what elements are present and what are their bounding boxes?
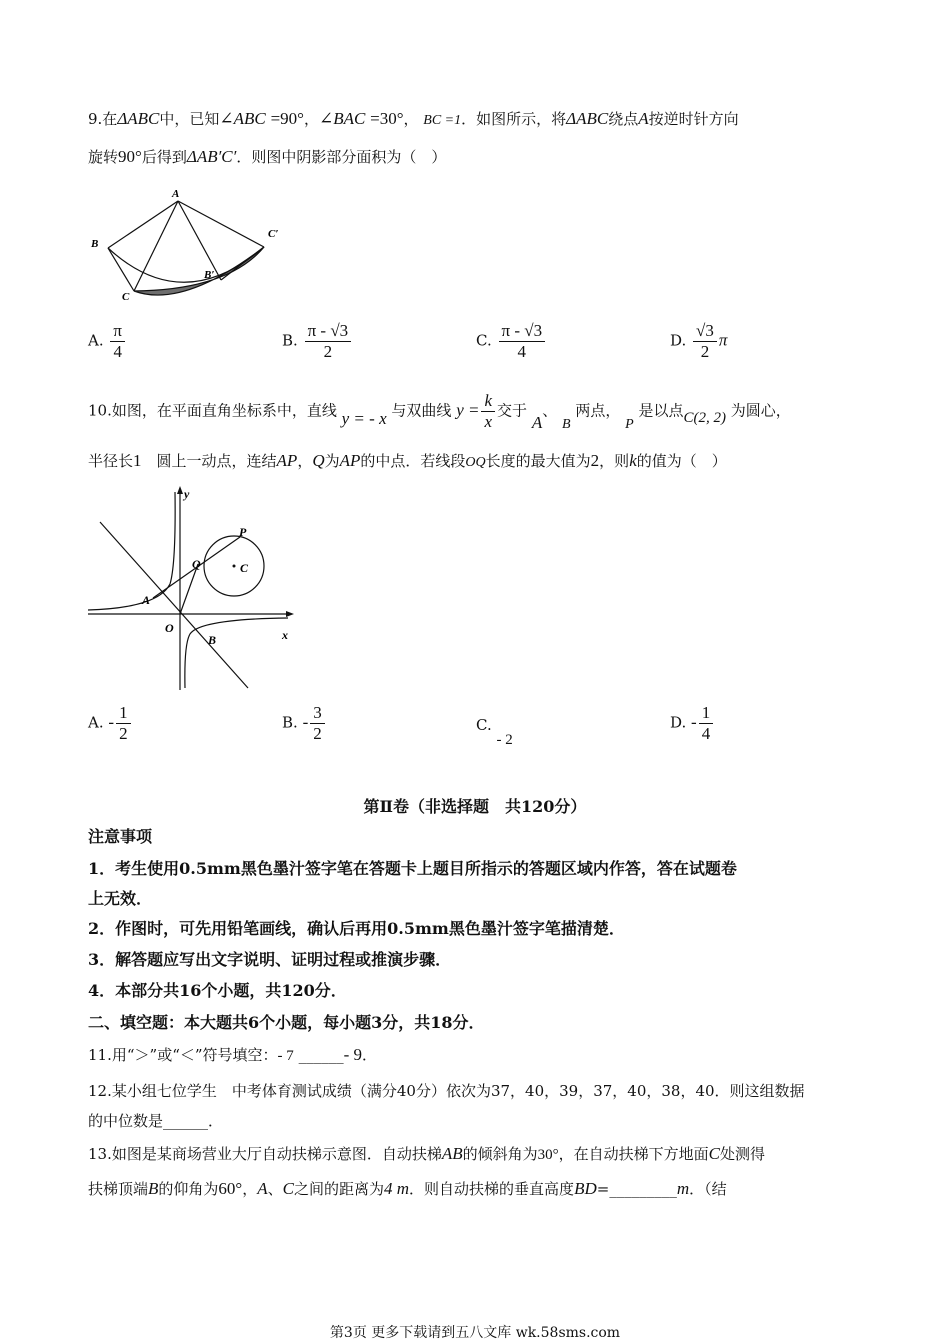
q9-math: =90°	[270, 109, 304, 128]
q10-line2	[88, 450, 727, 471]
q10-math: 2	[590, 451, 600, 470]
q9-line1	[88, 108, 739, 129]
option-letter: D.	[670, 331, 687, 350]
q13-text: =	[596, 1180, 610, 1198]
q10-math: y =	[456, 400, 480, 420]
q10-text: 10.如图，在平面直角坐标系中，直线	[88, 401, 337, 420]
q9-text: 中，已知	[159, 110, 220, 128]
q13-math: AB	[441, 1144, 463, 1163]
q9-option-c[interactable]	[476, 322, 547, 361]
note-item-1b: 上无效．	[88, 889, 153, 908]
q9-label-c: C	[122, 291, 130, 303]
q10-label-x: x	[282, 628, 288, 642]
option-sign: -	[108, 712, 115, 732]
section-title: 第Ⅱ卷（非选择题 共120分）	[363, 797, 587, 816]
q9-text: ，	[403, 110, 419, 128]
q9-text: 按逆时针方向	[648, 110, 739, 128]
option-sign: -	[302, 712, 309, 732]
q9-text: 后得到	[141, 148, 187, 166]
option-fraction	[693, 322, 717, 361]
option-letter: D.	[670, 713, 687, 732]
q10-text: 为圆心，	[730, 401, 791, 420]
q13-text: 、	[267, 1180, 283, 1198]
q11-answer-blank[interactable]: ______	[298, 1046, 344, 1064]
q10-figure	[88, 484, 298, 690]
q10-math: AP	[276, 451, 298, 470]
q9-math: ∠ABC	[219, 109, 266, 128]
q10-option-d[interactable]	[670, 704, 715, 743]
q10-text: 交于	[497, 401, 528, 420]
q9-text: ．则图中阴影部分面积为（ ）	[236, 148, 447, 166]
q10-label-p: P	[239, 525, 247, 539]
q9-line2	[88, 146, 446, 167]
q10-math: OQ	[465, 455, 486, 470]
q10-label-q: Q	[192, 557, 201, 571]
option-fraction	[116, 704, 131, 743]
q13-text: ．（结	[689, 1180, 727, 1198]
q10-y-arrow	[177, 486, 183, 494]
note-item-1a: 1．考生使用0.5mm黑色墨汁签字笔在答题卡上题目所指示的答题区域内作答，答在试题卷	[88, 859, 737, 878]
q10-option-c[interactable]	[476, 716, 513, 748]
q10-text: ，则	[599, 452, 630, 470]
q9-text: 绕点	[608, 110, 639, 128]
q13-text: 的倾斜角为	[462, 1145, 538, 1163]
q9-label-c1: C′	[268, 228, 278, 240]
q13-answer-blank[interactable]: _________	[609, 1180, 677, 1198]
q10-segment-oq	[180, 564, 198, 614]
q10-math: B	[562, 416, 571, 432]
q9-shaded-region	[134, 247, 264, 295]
q10-label-b: B	[208, 633, 217, 647]
q10-label-y: y	[184, 487, 190, 501]
q9-text: 旋转	[88, 148, 119, 166]
q10-math: y = - x	[341, 408, 387, 428]
fraction-numerator: π - √3	[499, 322, 546, 342]
note-item-4: 4．本部分共16个小题，共120分．	[88, 981, 347, 1000]
q10-text: 半径长	[88, 452, 134, 470]
fraction-numerator: √3	[693, 322, 717, 342]
q9-figure	[88, 185, 278, 305]
fraction-denominator: 4	[113, 342, 122, 361]
q13-text: ．则自动扶梯的垂直高度	[409, 1180, 575, 1198]
q13-math: m	[676, 1179, 690, 1198]
q10-text: 的值为（ ）	[636, 452, 727, 470]
q9-text: ，	[303, 110, 319, 128]
fraction-denominator: 4	[517, 342, 527, 361]
q10-text: 两点，	[575, 401, 621, 420]
q10-line1	[88, 392, 791, 431]
q13-math: A	[257, 1179, 268, 1198]
q9-segment-b1c1	[221, 247, 264, 280]
fraction-denominator: 2	[119, 724, 128, 743]
q11-text: ．	[361, 1046, 377, 1064]
q10-x-arrow	[286, 611, 294, 617]
q13-text: 之间的距离为	[294, 1180, 385, 1198]
q9-option-a[interactable]	[88, 322, 127, 361]
q13-math: 60°	[218, 1179, 243, 1198]
q13-text: 13.如图是某商场营业大厅自动扶梯示意图．自动扶梯	[88, 1145, 442, 1163]
fraction-denominator: x	[484, 412, 493, 431]
fraction-denominator: 2	[323, 342, 333, 361]
q9-text: ．如图所示，将	[461, 110, 567, 128]
q13-math: C	[282, 1179, 294, 1198]
option-letter: B.	[282, 331, 298, 350]
q12-text: ．	[208, 1112, 224, 1130]
fraction-denominator: 4	[701, 724, 711, 743]
q9-option-d[interactable]	[670, 322, 727, 361]
q12-text: 的中位数是	[88, 1112, 164, 1130]
q9-option-b[interactable]	[282, 322, 353, 361]
q10-text: 与双曲线	[391, 401, 452, 420]
q11-math: - 9	[343, 1045, 362, 1064]
q9-label-a: A	[172, 188, 180, 200]
q11-text: 11.用“＞”或“＜”符号填空：	[88, 1046, 278, 1064]
q13-math: 4 m	[384, 1179, 410, 1198]
part2-heading: 二、填空题：本大题共6个小题，每小题3分，共18分．	[88, 1013, 485, 1032]
q9-label-b1: B′	[204, 269, 215, 281]
q13-text: 扶梯顶端	[88, 1180, 149, 1198]
q10-text: 长度的最大值为	[485, 452, 591, 470]
q13-text: ，	[242, 1180, 258, 1198]
option-fraction	[699, 704, 714, 743]
q10-option-a[interactable]	[88, 704, 133, 743]
q9-math: ΔAB′C′	[186, 147, 237, 166]
option-letter: C.	[476, 716, 492, 734]
fraction-denominator: 2	[700, 342, 710, 361]
fraction-numerator: k	[481, 392, 495, 412]
q10-math: P	[625, 416, 634, 432]
q9-text: 9.在	[88, 110, 118, 128]
option-letter: A.	[88, 713, 104, 732]
q13-math: C	[708, 1144, 721, 1163]
q10-text: ，	[297, 452, 313, 470]
q9-segment-bc	[108, 248, 134, 291]
option-suffix: π	[718, 330, 728, 350]
q10-text: 是以点	[638, 401, 684, 420]
q10-text: 为	[324, 452, 340, 470]
fraction-numerator: π - √3	[305, 322, 352, 342]
q10-label-c: C	[240, 561, 249, 575]
option-fraction	[305, 322, 352, 361]
q13-line1	[88, 1143, 765, 1164]
note-item-3: 3．解答题应写出文字说明、证明过程或推演步骤．	[88, 950, 452, 969]
q11-line	[88, 1044, 377, 1065]
q13-math: B	[148, 1179, 159, 1198]
option-letter: B.	[282, 713, 298, 732]
option-fraction	[310, 704, 325, 743]
q10-text: 圆上一动点，连结	[141, 452, 277, 470]
q10-hyperbola-branch-right	[185, 618, 288, 688]
q9-math: ΔABC	[566, 109, 609, 128]
q9-math: A	[638, 109, 649, 128]
q12-line2	[88, 1110, 223, 1131]
fraction-numerator: 3	[310, 704, 325, 724]
q12-line1: 12.某小组七位学生 中考体育测试成绩（满分40分）依次为37，40，39，37，40，38，40．则这组数据	[88, 1082, 805, 1100]
q10-math: C(2, 2)	[683, 409, 727, 426]
q13-line2	[88, 1178, 727, 1199]
notes-heading: 注意事项	[88, 827, 153, 846]
q9-segment-ab	[108, 201, 178, 248]
q12-answer-blank[interactable]: ______	[163, 1112, 209, 1130]
q9-math: BC =1	[423, 113, 462, 128]
q9-math: ΔABC	[117, 109, 160, 128]
fraction-numerator: 1	[116, 704, 131, 724]
q9-math: =30°	[370, 109, 404, 128]
q9-label-b: B	[91, 238, 99, 250]
q9-math: 90°	[118, 147, 142, 166]
option-letter: C.	[476, 331, 492, 350]
fraction-numerator: π	[110, 322, 125, 342]
q13-text: 的仰角为	[158, 1180, 219, 1198]
q10-center-dot	[233, 565, 236, 568]
q10-math: AP	[339, 451, 361, 470]
q10-math: A	[531, 412, 543, 432]
q13-text: 处测得	[720, 1145, 766, 1163]
note-item-2: 2．作图时，可先用铅笔画线，确认后再用0.5mm黑色墨汁签字笔描清楚．	[88, 919, 625, 938]
q10-label-a: A	[142, 593, 151, 607]
page-footer: 第3页 更多下载请到五八文库 wk.58sms.com	[329, 1325, 621, 1341]
q11-math: - 7	[277, 1048, 294, 1064]
option-fraction	[110, 322, 125, 361]
q10-text: 的中点．若线段	[360, 452, 466, 470]
q10-math: 1	[133, 451, 142, 470]
q10-option-b[interactable]	[282, 704, 327, 743]
option-letter: A.	[88, 331, 104, 350]
option-sign: -	[691, 712, 697, 732]
q13-text: ，在自动扶梯下方地面	[558, 1145, 709, 1163]
fraction-denominator: 2	[313, 724, 322, 743]
q13-math: BD	[574, 1179, 597, 1198]
q10-math: k	[629, 451, 637, 470]
q9-math: ∠BAC	[318, 109, 366, 128]
q10-label-o: O	[165, 621, 174, 635]
q10-math: Q	[312, 451, 325, 470]
fraction-numerator: 1	[699, 704, 714, 724]
option-fraction	[499, 322, 546, 361]
option-value: - 2	[496, 732, 513, 748]
q13-math: 30°	[537, 1147, 559, 1163]
q10-text: 、	[542, 401, 558, 420]
q10-fraction	[481, 392, 495, 431]
